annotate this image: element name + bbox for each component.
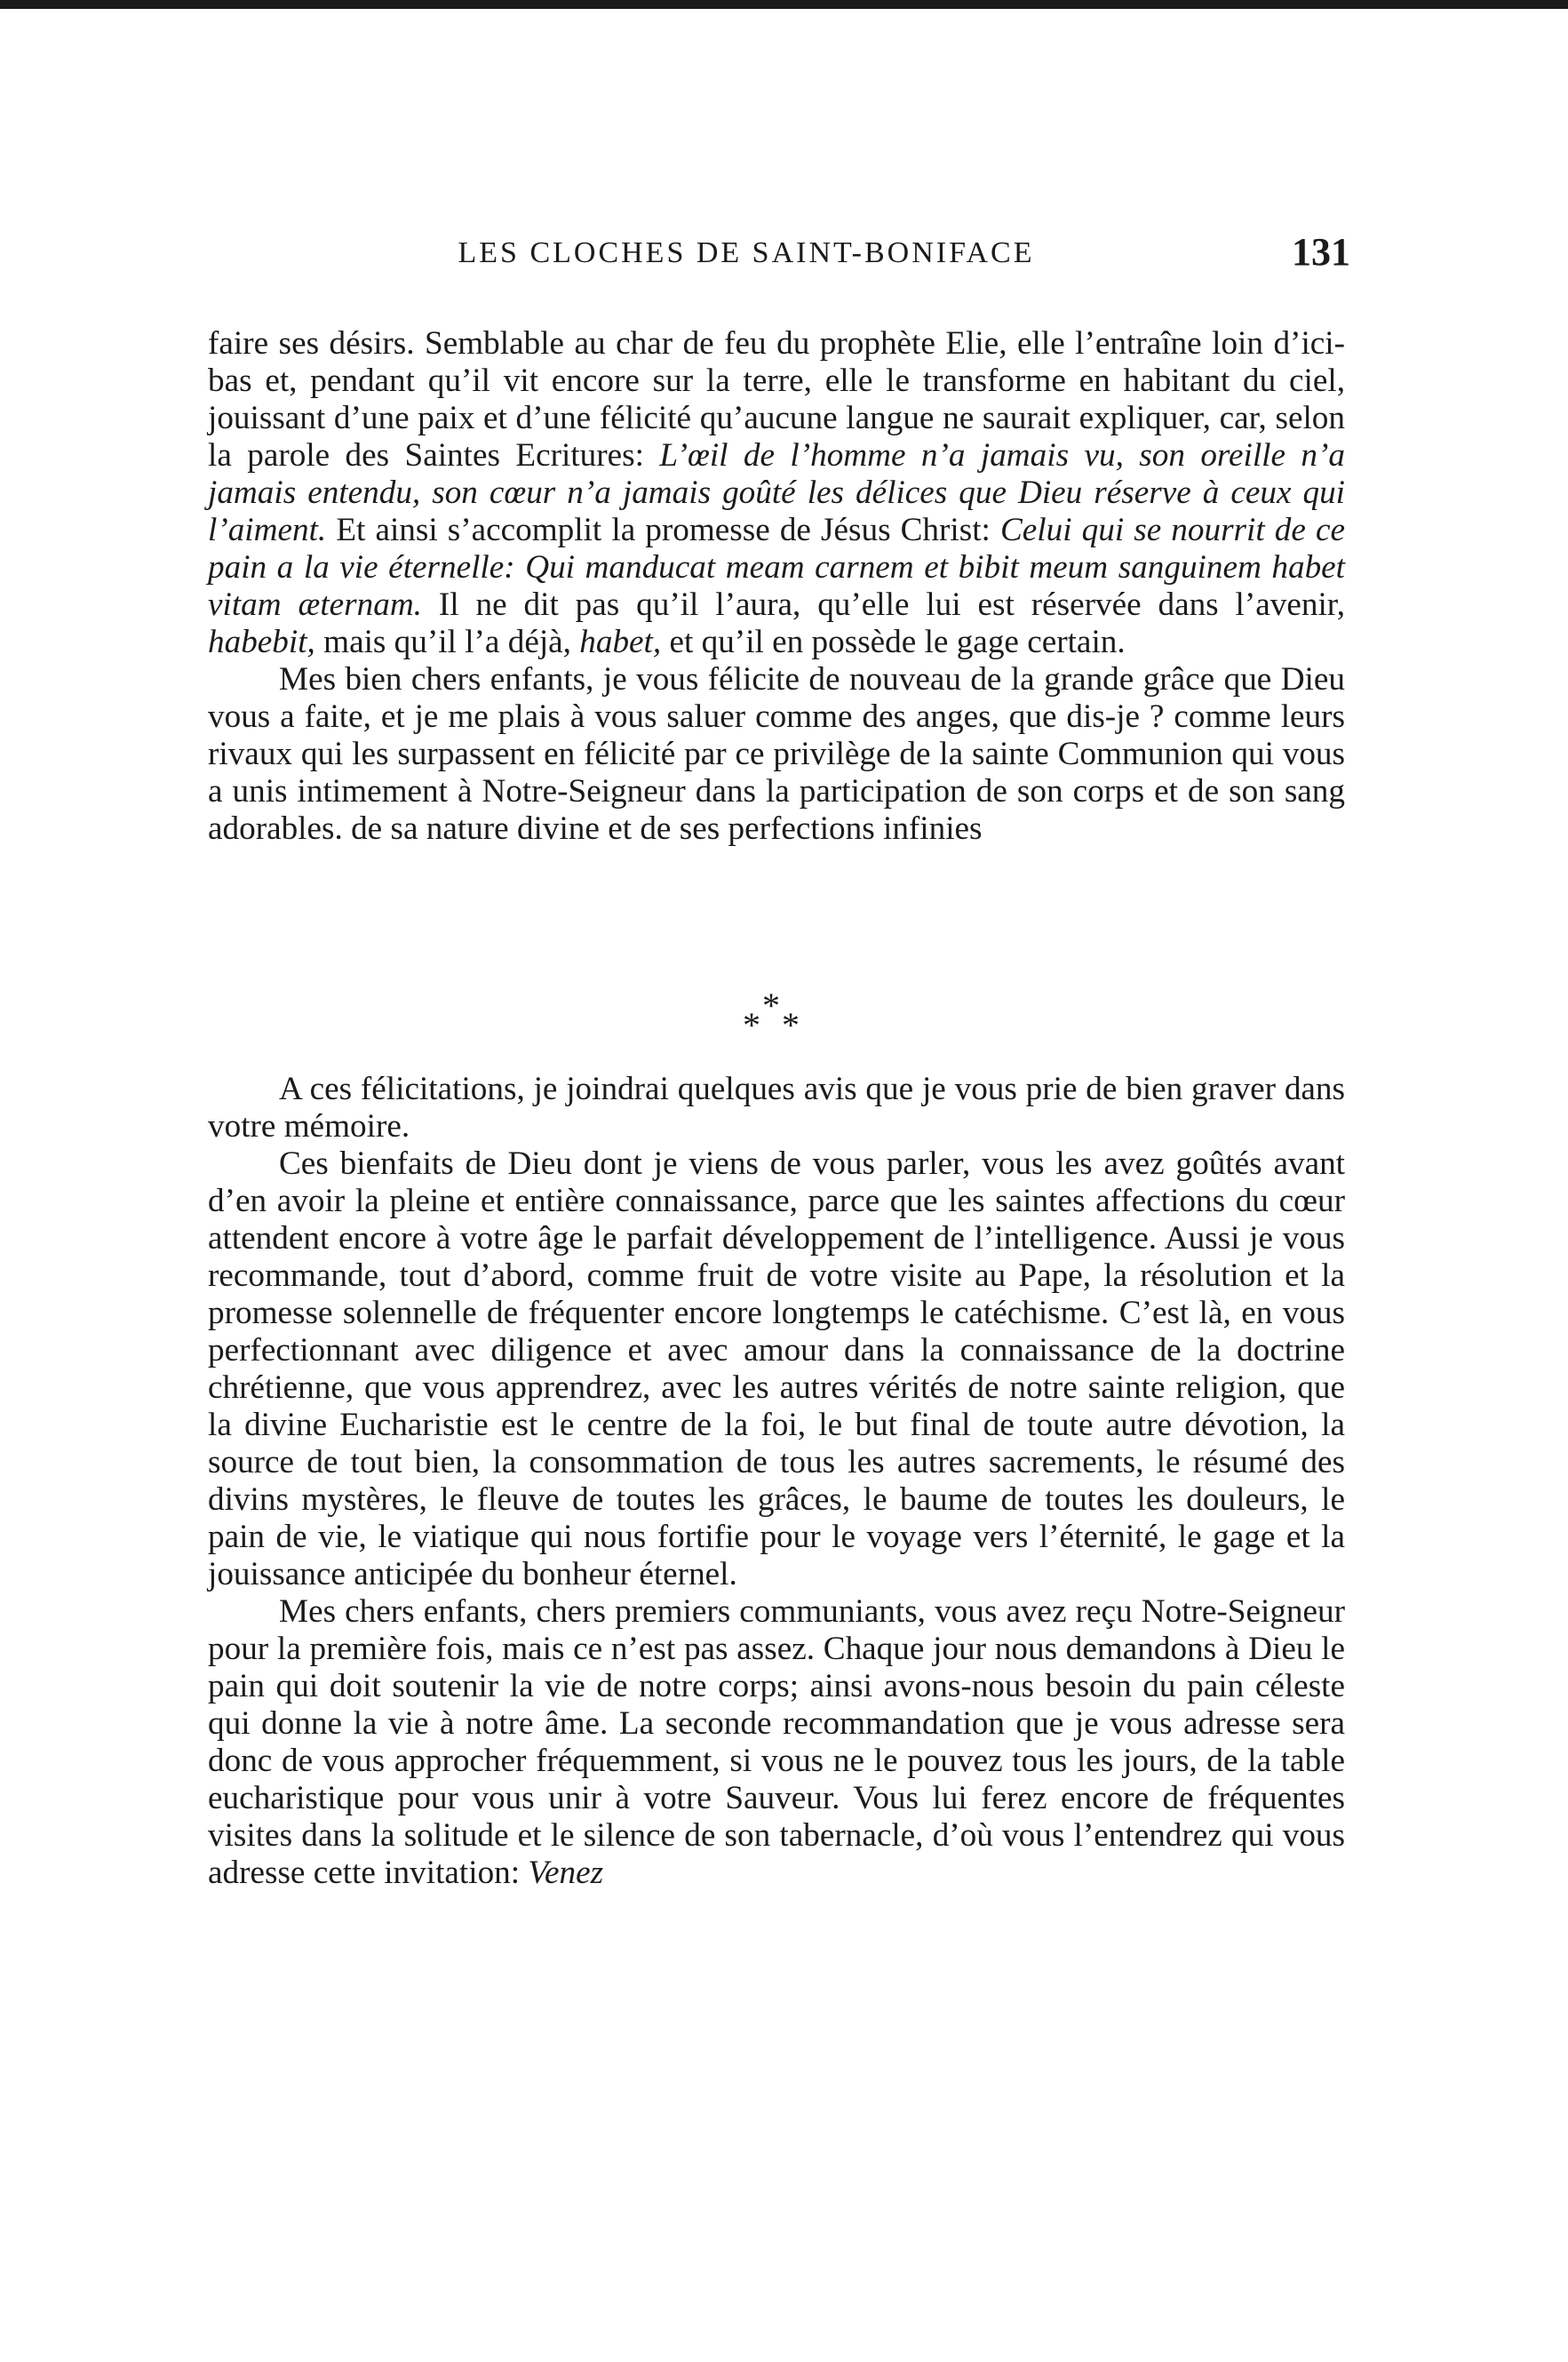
latin-term: habet, xyxy=(579,624,662,660)
paragraph-continued xyxy=(208,325,1345,661)
text-segment: et qu’il en possède le gage certain. xyxy=(661,624,1126,660)
asterisk: * xyxy=(782,1005,800,1045)
scripture-quote: Venez xyxy=(528,1855,604,1891)
top-edge-rule xyxy=(0,0,1568,9)
text-segment: faire ses désirs. Semblable au char de feu du prophète Elie, elle l’entraîne loin d’ici-bas et, pendant qu’il vit encore sur la terre, elle le transforme en habitant du ciel, jouissant d’une paix et d’une félicité qu’aucune langue ne saurait expliquer, car, selon la parole des Saintes Ecritures: xyxy=(208,325,1345,474)
text-block-lower xyxy=(208,1071,1345,1892)
running-title: LES CLOCHES DE SAINT-BONIFACE xyxy=(458,236,1035,269)
text-block-upper xyxy=(208,325,1345,848)
paragraph: A ces félicitations, je joindrai quelques avis que je vous prie de bien graver dans votre mémoire. xyxy=(208,1071,1345,1145)
asterisk: * xyxy=(762,985,780,1025)
text-segment: Il ne dit pas qu’il l’aura, qu’elle lui est réservée dans l’avenir, xyxy=(421,587,1345,623)
paragraph: Ces bienfaits de Dieu dont je viens de vous parler, vous les avez goûtés avant d’en avoir la pleine et entière connaissance, parce que les saintes affections du cœur attendent encore à votre âge le parfait développement de l’intelligence. Aussi je vous recommande, tout d’abord, comme fruit de votre visite au Pape, la résolution et la promesse solennelle de fréquenter encore longtemps le catéchisme. C’est là, en vous perfectionnant avec diligence et avec amour dans la connaissance de la doctrine chrétienne, que vous apprendrez, avec les autres vérités de notre sainte religion, que la divine Eucharistie est le centre de la foi, le but final de toute autre dévotion, la source de tout bien, la consommation de tous les autres sacrements, le résumé des divins mystères, le fleuve de toutes les grâces, le baume de toutes les douleurs, le pain de vie, le viatique qui nous fortifie pour le voyage vers l’éternité, le gage et la jouissance anticipée du bonheur éternel. xyxy=(208,1145,1345,1592)
scripture-quote: Celui qui se nourrit de ce pain a la vie éternelle: Qui manducat meam carnem et bibit meum sanguinem habet vitam æternam. xyxy=(208,512,1345,623)
latin-term: habebit, xyxy=(208,624,315,660)
text-segment: Et ainsi s’accomplit la promesse de Jésus Christ: xyxy=(326,512,1000,548)
text-segment: mais qu’il l’a déjà, xyxy=(314,624,580,660)
text-segment: Mes chers enfants, chers premiers communiants, vous avez reçu Notre-Seigneur pour la première fois, mais ce n’est pas assez. Chaque jour nous demandons à Dieu le pain qui doit soutenir la vie de notre corps; ainsi avons-nous besoin du pain céleste qui donne la vie à notre âme. La seconde recommandation que je vous adresse sera donc de vous approcher fréquemment, si vous ne le pouvez tous les jours, de la table eucharistique pour vous unir à votre Sauveur. Vous lui ferez encore de fréquentes visites dans la solitude et le silence de son tabernacle, d’où vous l’entendrez qui vous adresse cette invitation: xyxy=(208,1593,1345,1891)
section-separator-asterism xyxy=(728,985,826,1050)
asterisk: * xyxy=(743,1005,760,1045)
paragraph: Mes bien chers enfants, je vous félicite de nouveau de la grande grâce que Dieu vous a faite, et je me plais à vous saluer comme des anges, que dis-je ? comme leurs rivaux qui les surpassent en félicité par ce privilège de la sainte Communion qui vous a unis intimement à Notre-Seigneur dans la participation de son corps et de son sang adorables. de sa nature divine et de ses perfections infinies xyxy=(208,661,1345,847)
page-number: 131 xyxy=(1292,230,1350,274)
scripture-quote: L’œil de l’homme n’a jamais vu, son oreille n’a jamais entendu, son cœur n’a jamais goûté les délices que Dieu réserve à ceux qui l’aiment. xyxy=(208,437,1345,548)
paragraph xyxy=(208,1593,1345,1892)
